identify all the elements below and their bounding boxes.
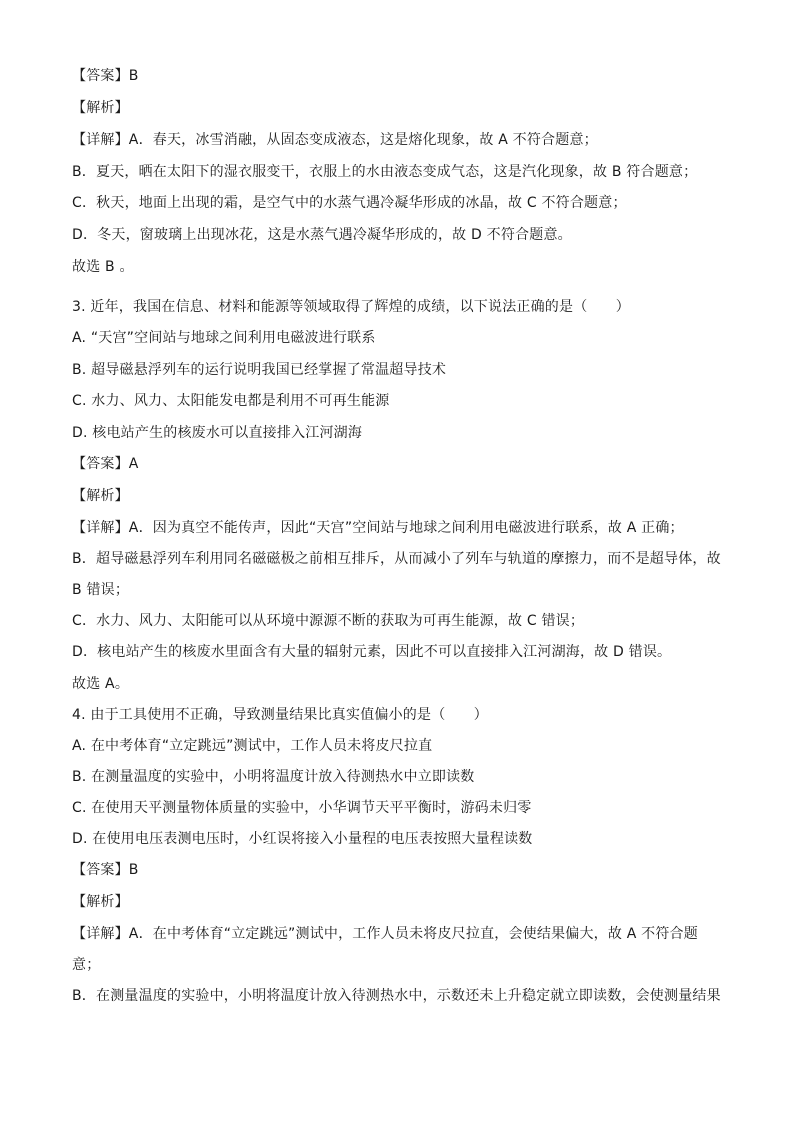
question-4-option-a: A. 在中考体育“立定跳远”测试中，工作人员未将皮尺拉直 — [72, 738, 433, 754]
answer-label-q2: 【答案】B — [72, 68, 139, 84]
detail-line-q2-a: 【详解】A．春天，冰雪消融，从固态变成液态，这是熔化现象，故 A 不符合题意； — [72, 132, 598, 148]
detail-line-q2-b: B．夏天，晒在太阳下的湿衣服变干，衣服上的水由液态变成气态，这是汽化现象，故 B 符合题意； — [72, 164, 698, 180]
detail-line-q2-d: D．冬天，窗玻璃上出现冰花，这是水蒸气遇冷凝华形成的，故 D 不符合题意。 — [72, 227, 572, 243]
detail-line-q4-a-cont: 意； — [72, 957, 101, 973]
question-3-option-c: C. 水力、风力、太阳能发电都是利用不可再生能源 — [72, 393, 390, 409]
question-4-option-b: B. 在测量温度的实验中，小明将温度计放入待测热水中立即读数 — [72, 769, 475, 785]
detail-line-q3-d: D．核电站产生的核废水里面含有大量的辐射元素，因此不可以直接排入江河湖海，故 D 错误。 — [72, 644, 672, 660]
analysis-label-q2: 【解析】 — [72, 100, 129, 116]
question-3-option-b: B. 超导磁悬浮列车的运行说明我国已经掌握了常温超导技术 — [72, 362, 447, 378]
conclusion-q3: 故选 A。 — [72, 676, 130, 692]
question-4-option-c: C. 在使用天平测量物体质量的实验中，小华调节天平平衡时，游码未归零 — [72, 800, 532, 816]
detail-line-q3-b-cont: B 错误； — [72, 582, 130, 598]
question-3-option-d: D. 核电站产生的核废水可以直接排入江河湖海 — [72, 425, 363, 441]
detail-line-q3-c: C．水力、风力、太阳能可以从环境中源源不断的获取为可再生能源，故 C 错误； — [72, 613, 585, 629]
detail-line-q3-a: 【详解】A．因为真空不能传声，因此“天宫”空间站与地球之间利用电磁波进行联系，故 A 正确； — [72, 520, 684, 536]
question-4-stem: 4. 由于工具使用不正确，导致测量结果比真实值偏小的是（ ） — [72, 707, 489, 723]
conclusion-q2: 故选 B 。 — [72, 259, 134, 275]
analysis-label-q4: 【解析】 — [72, 894, 129, 910]
detail-line-q2-c: C．秋天，地面上出现的霜，是空气中的水蒸气遇冷凝华形成的冰晶，故 C 不符合题意； — [72, 195, 627, 211]
question-4-option-d: D. 在使用电压表测电压时，小红误将接入小量程的电压表按照大量程读数 — [72, 831, 533, 847]
question-3-stem: 3. 近年，我国在信息、材料和能源等领域取得了辉煌的成绩，以下说法正确的是（ ） — [72, 299, 631, 315]
detail-line-q3-b: B．超导磁悬浮列车利用同名磁磁极之前相互排斥，从而减小了列车与轨道的摩擦力，而不是超导体，故 — [72, 551, 721, 567]
analysis-label-q3: 【解析】 — [72, 488, 129, 504]
answer-label-q3: 【答案】A — [72, 456, 139, 472]
detail-line-q4-b: B．在测量温度的实验中，小明将温度计放入待测热水中，示数还未上升稳定就立即读数，会使测量结果 — [72, 988, 721, 1004]
question-3-option-a: A. “天宫”空间站与地球之间利用电磁波进行联系 — [72, 330, 376, 346]
detail-line-q4-a: 【详解】A．在中考体育“立定跳远”测试中，工作人员未将皮尺拉直，会使结果偏大，故 A 不符合题 — [72, 926, 698, 942]
answer-label-q4: 【答案】B — [72, 862, 139, 878]
